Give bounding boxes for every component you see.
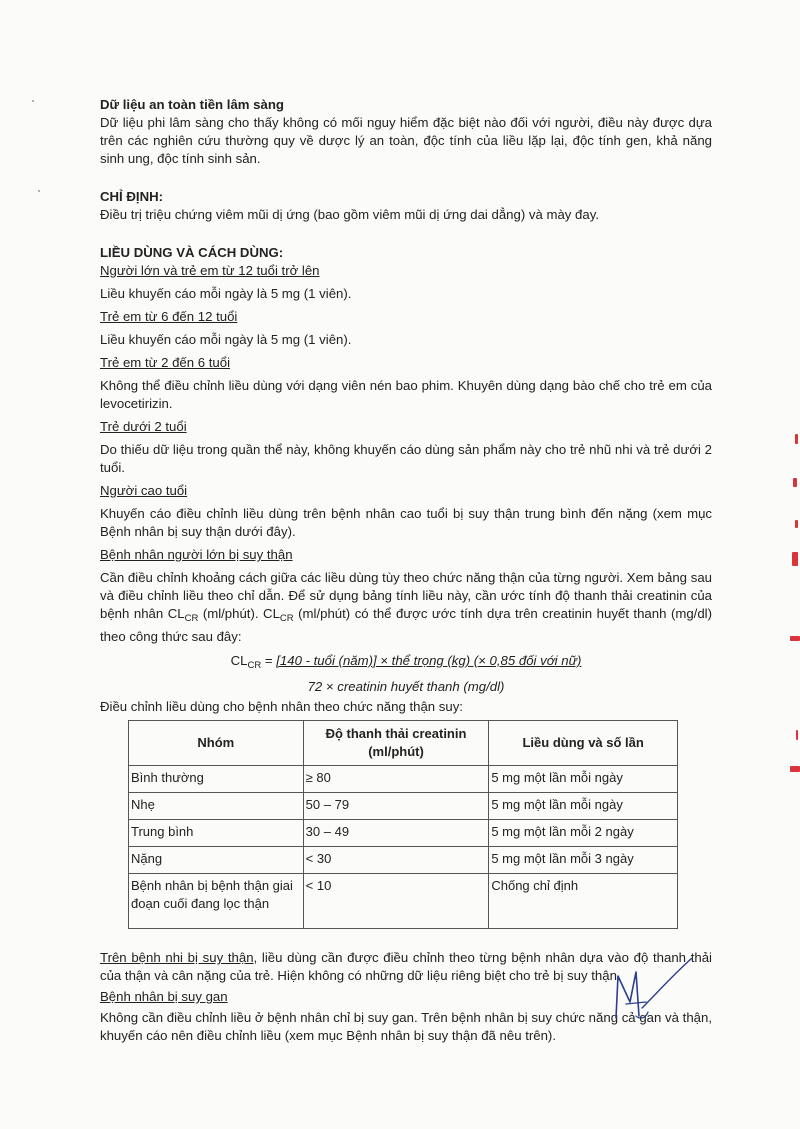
table-cell: Trung bình (129, 820, 304, 847)
red-stamp-edge-mark (793, 478, 797, 487)
formula-numerator: [140 - tuổi (năm)] × thể trọng (kg) (× 0,85 đối với nữ) (276, 653, 582, 668)
table-cell: 50 – 79 (303, 793, 489, 820)
text-renal-adult: Cần điều chỉnh khoảng cách giữa các liều dùng tùy theo chức năng thận của từng người. Xem bảng sau và điều chỉnh liều theo chỉ dẫn. Để sử dụng bảng tính liều này, cần ước tính độ thanh thải creatinin của bệnh nhân $CL_{CR}$ (ml/phút). $CL_{CR}$ (ml/phút) có thể được ước tính dựa trên creatinin huyết thanh (mg/dl) theo công thức sau đây: (100, 570, 712, 644)
table-header-group: Nhóm (129, 721, 304, 766)
text-preclinical: Dữ liệu phi lâm sàng cho thấy không có mối nguy hiểm đặc biệt nào đối với người, điều này được dựa trên các nghiên cứu thường quy về dược lý an toàn, độc tính của liều lặp lại, độc tính gen, khả năng sinh ung, độc tính sinh sản. (100, 115, 712, 166)
table-row (129, 874, 678, 929)
heading-dosage: LIỀU DÙNG VÀ CÁCH DÙNG: (100, 245, 284, 260)
table-cell: Chống chỉ định (489, 874, 678, 929)
table-row (129, 766, 678, 793)
subheading-hepatic: Bệnh nhân bị suy gan (100, 989, 228, 1004)
formula-numerator-line: $CL_{CR} = [140$ - tuổi (năm)] × thể trọng (kg) (× 0,85 đối với nữ) (230, 653, 582, 671)
subheading-elderly: Người cao tuổi (100, 483, 188, 498)
subheading-renal-adult: Bệnh nhân người lớn bị suy thận (100, 547, 293, 562)
text-table-intro: Điều chỉnh liều dùng cho bệnh nhân theo chức năng thận suy: (100, 699, 463, 714)
red-stamp-edge-mark (792, 552, 798, 566)
text-under-2: Do thiếu dữ liệu trong quần thể này, không khuyến cáo dùng sản phẩm này cho trẻ nhũ nhi và trẻ dưới 2 tuổi. (100, 442, 712, 475)
red-stamp-edge-mark (790, 636, 800, 641)
subheading-child-2-6: Trẻ em từ 2 đến 6 tuổi (100, 355, 231, 370)
red-stamp-edge-mark (795, 434, 798, 444)
text-peds-renal: Trên bệnh nhi bị suy thận, liều dùng cần được điều chỉnh theo từng bệnh nhân dựa vào độ thanh thải của thận và cân nặng của trẻ. Hiện không có những dữ liệu riêng biệt cho trẻ bị suy thận. (100, 950, 712, 983)
table-header-dose: Liều dùng và số lần (489, 721, 678, 766)
table-cell: < 30 (303, 847, 489, 874)
document-content (100, 96, 712, 1045)
text-indication: Điều trị triệu chứng viêm mũi dị ứng (bao gồm viêm mũi dị ứng dai dẳng) và mày đay. (100, 207, 600, 222)
table-header-row (129, 721, 678, 766)
red-stamp-edge-mark (795, 520, 798, 528)
text-elderly: Khuyến cáo điều chỉnh liều dùng trên bệnh nhân cao tuổi bị suy thận trung bình đến nặng (xem mục Bệnh nhân bị suy thận dưới đây). (100, 506, 712, 539)
table-cell: Nặng (129, 847, 304, 874)
table-cell: Bệnh nhân bị bệnh thận giai đoạn cuối đang lọc thận (129, 874, 304, 929)
renal-dose-table (128, 720, 678, 929)
heading-preclinical: Dữ liệu an toàn tiền lâm sàng (100, 97, 284, 112)
table-cell: ≥ 80 (303, 766, 489, 793)
scan-speck (32, 100, 34, 102)
clcr-formula (100, 652, 712, 696)
table-cell: 5 mg một lần mỗi 2 ngày (489, 820, 678, 847)
text-hepatic: Không cần điều chỉnh liều ở bệnh nhân chỉ bị suy gan. Trên bệnh nhân bị suy chức năng cả gan và thận, khuyến cáo nên điều chỉnh liều (xem mục Bệnh nhân bị suy thận đã nêu trên). (100, 1010, 712, 1043)
handwritten-initials-signature (606, 958, 696, 1028)
formula-denominator: 72 × creatinin huyết thanh (mg/dl) (307, 679, 505, 694)
subheading-child-6-12: Trẻ em từ 6 đến 12 tuổi (100, 309, 238, 324)
table-row (129, 847, 678, 874)
red-stamp-edge-mark (796, 730, 798, 740)
table-cell: 5 mg một lần mỗi 3 ngày (489, 847, 678, 874)
table-cell: Bình thường (129, 766, 304, 793)
subheading-adult: Người lớn và trẻ em từ 12 tuổi trở lên (100, 263, 320, 278)
table-cell: Nhẹ (129, 793, 304, 820)
subheading-peds-renal: Trên bệnh nhi bị suy thận (100, 950, 254, 965)
table-row (129, 820, 678, 847)
table-cell: 5 mg một lần mỗi ngày (489, 766, 678, 793)
red-stamp-edge-mark (790, 766, 800, 772)
text-child-2-6: Không thể điều chỉnh liều dùng với dạng viên nén bao phim. Khuyên dùng dạng bào chế cho trẻ em của levocetirizin. (100, 378, 712, 411)
table-row (129, 793, 678, 820)
text-child-6-12: Liều khuyến cáo mỗi ngày là 5 mg (1 viên). (100, 332, 352, 347)
heading-indication: CHỈ ĐỊNH: (100, 189, 164, 204)
text-adult: Liều khuyến cáo mỗi ngày là 5 mg (1 viên). (100, 286, 352, 301)
table-header-clearance: Độ thanh thải creatinin (ml/phút) (303, 721, 489, 766)
table-cell: < 10 (303, 874, 489, 929)
table-cell: 30 – 49 (303, 820, 489, 847)
table-cell: 5 mg một lần mỗi ngày (489, 793, 678, 820)
scan-speck (38, 190, 40, 192)
subheading-under-2: Trẻ dưới 2 tuổi (100, 419, 187, 434)
